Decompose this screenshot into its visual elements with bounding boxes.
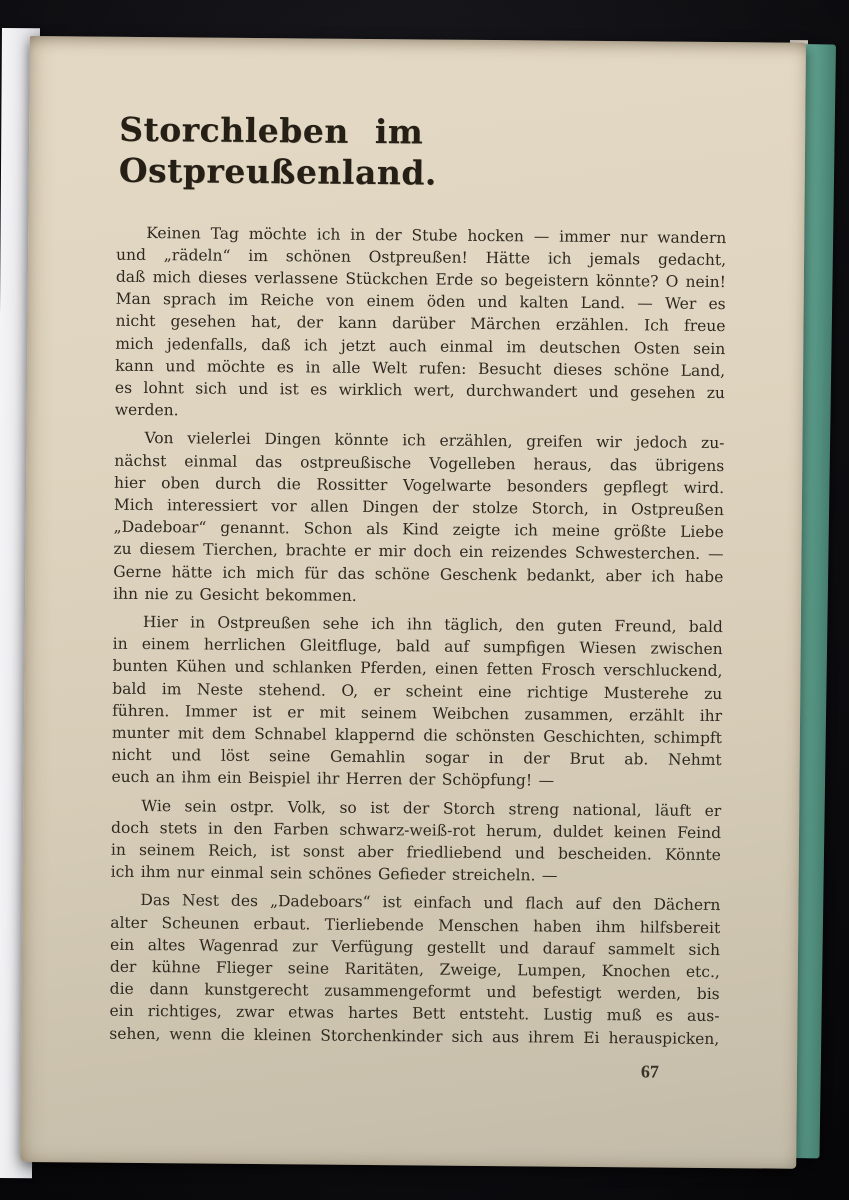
text-line: kann und möchte es in alle Welt rufen: Besucht dieses schöne Land, [115,356,726,380]
text-line: „Dadeboar“ genannt. Schon als Kind zeigte ich meine größte Liebe [113,517,724,542]
text-line: der kühne Flieger seine Raritäten, Zweige, Lumpen, Knochen etc., [109,957,720,982]
text-line: daß mich dieses verlassene Stückchen Erde so begeistern könnte? O nein! [115,267,726,291]
text-line: nicht gesehen hat, der kann darüber Märchen erzählen. Ich freue [115,312,726,336]
text-line: Von vielerlei Dingen könnte ich erzählen, greifen wir jedoch zu- [144,429,725,453]
paragraph [109,889,720,1050]
text-line: ein richtiges, zwar etwas hartes Bett entsteht. Lustig muß es aus- [109,1002,720,1026]
paragraph [115,221,727,426]
text-line: doch stets in den Farben schwarz-weiß-rot herum, duldet keinen Feind [111,818,722,842]
text-line: Mich interessiert vor allen Dingen der stolze Storch, in Ostpreußen [113,495,724,520]
text-line: Wie sein ostpr. Volk, so ist der Storch streng national, läuft er [141,796,722,820]
text-line: in einem herrlichen Gleitfluge, bald auf sumpfigen Wiesen zwischen [112,634,723,659]
text-line: Keinen Tag möchte ich in der Stube hocken — immer nur wandern [146,223,727,247]
text-line: ihn nie zu Gesicht bekommen. [113,584,357,605]
chapter-title: Storchleben im Ostpreußenland. [118,109,438,193]
text-line: mich jedenfalls, daß ich jetzt auch einmal im deutschen Osten sein [115,334,726,358]
page-number: 67 [640,1061,660,1082]
book-page [20,36,806,1169]
text-line: werden. [114,400,179,420]
body-text [109,221,726,1050]
text-line: Man sprach im Reiche von einem öden und kalten Land. — Wer es [115,289,726,314]
text-line: Das Nest des „Dadeboars“ ist einfach und flach auf den Dächern [140,891,721,915]
text-line: nicht und löst seine Gemahlin sogar in der Brut ab. Nehmt [111,745,722,770]
text-line: sehen, wenn die kleinen Storchenkinder sich aus ihrem Ei herauspicken, [109,1024,720,1048]
page-content [109,109,727,1083]
text-line: es lohnt sich und ist es wirklich wert, durchwandert und gesehen zu [114,378,725,402]
text-line: hier oben durch die Rossitter Vogelwarte besonders gepflegt wird. [114,473,725,497]
text-line: zu diesem Tierchen, brachte er mir doch ein reizendes Schwesterchen. — [113,540,724,564]
text-line: Gerne hätte ich mich für das schöne Geschenk bedankt, aber ich habe [113,562,724,586]
text-line: bald im Neste stehend. O, er scheint eine richtige Musterehe zu [112,679,723,703]
text-line: ein altes Wagenrad zur Verfügung gestellt und darauf sammelt sich [109,935,721,959]
text-line: führen. Immer ist er mit seinem Weibchen zusammen, erzählt ihr [112,701,723,725]
paragraph [113,427,725,610]
paragraph [111,794,722,888]
paragraph [111,611,723,794]
text-line: bunten Kühen und schlanken Pferden, einen fetten Frosch verschluckend, [112,657,723,681]
text-line: die dann kunstgerecht zusammengeformt und befestigt werden, bis [109,979,720,1004]
text-line: euch an ihm ein Beispiel ihr Herren der Schöpfung! — [111,768,555,790]
text-line: ich ihm nur einmal sein schönes Gefieder streicheln. — [110,862,558,885]
text-line: nächst einmal das ostpreußische Vogelleben heraus, das übrigens [114,451,725,475]
text-line: Hier in Ostpreußen sehe ich ihn täglich, den guten Freund, bald [142,612,723,637]
text-line: und „rädeln“ im schönen Ostpreußen! Hätte ich jemals gedacht, [116,245,727,269]
text-line: in seinem Reich, ist sonst aber friedliebend und bescheiden. Könnte [110,840,721,865]
text-line: alter Scheunen erbaut. Tierliebende Menschen haben ihm hilfsbereit [110,913,721,937]
text-line: munter mit dem Schnabel klappernd die schönsten Geschichten, schimpft [111,723,722,748]
